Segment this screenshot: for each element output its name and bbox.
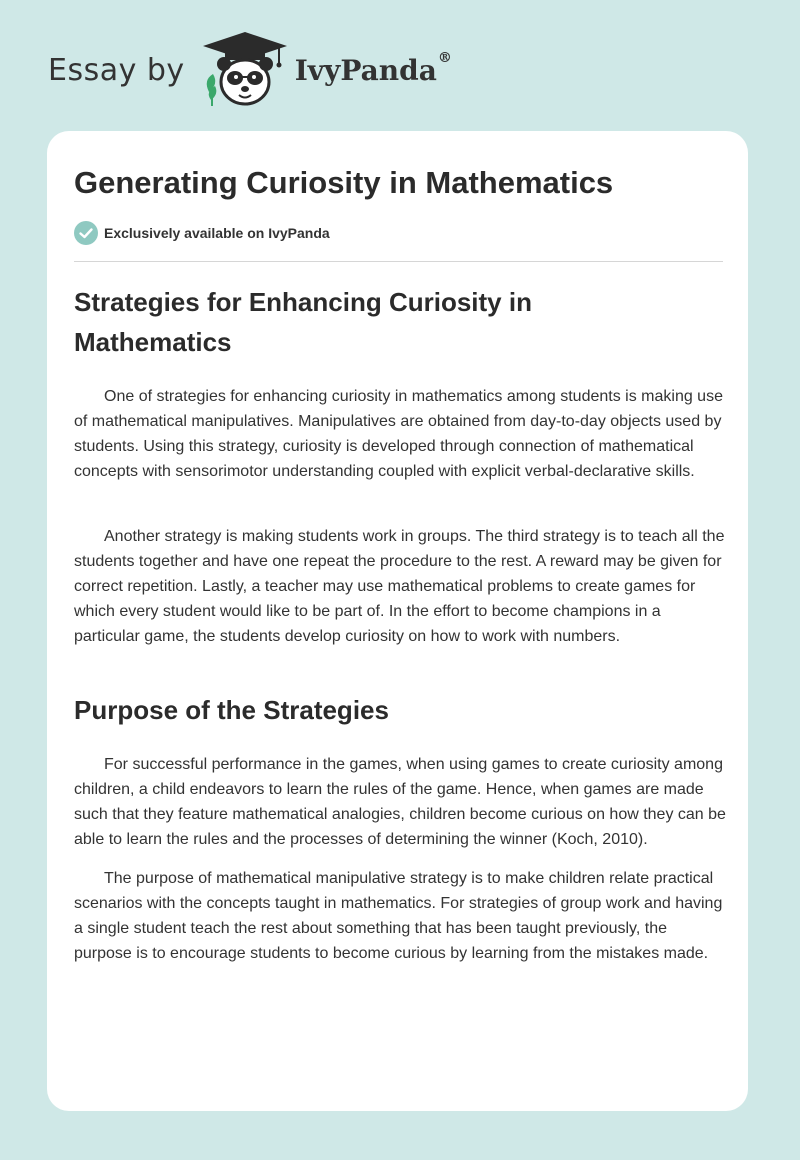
exclusive-badge bbox=[74, 221, 330, 245]
exclusive-label: Exclusively available on IvyPanda bbox=[104, 225, 330, 241]
divider bbox=[74, 261, 723, 262]
paragraph: The purpose of mathematical manipulative strategy is to make children relate practical scenarios with the concepts taught in mathematics. For strategies of group work and having a single student teach the rest about something that has been taught previously, the purpose is to encourage students to become curious by learning from the mistakes made. bbox=[74, 870, 723, 962]
page-title: Generating Curiosity in Mathematics bbox=[74, 165, 614, 200]
check-icon bbox=[74, 221, 98, 245]
paragraph: Another strategy is making students work in groups. The third strategy is to teach all the students together and have one repeat the procedure to the rest. A reward may be given for correct repetition. Lastly, a teacher may use mathematical problems to create games for which every student would like to be part of. In the effort to become champions in a particular game, the students develop curiosity on how to work with numbers. bbox=[74, 528, 725, 645]
section-heading-strategies: Strategies for Enhancing Curiosity in Mathematics bbox=[74, 287, 532, 357]
panda-graduate-icon bbox=[199, 30, 291, 110]
essay-card bbox=[47, 131, 748, 1111]
section-heading-purpose: Purpose of the Strategies bbox=[74, 695, 389, 725]
paragraph: For successful performance in the games, when using games to create curiosity among children, a child endeavors to learn the rules of the game. Hence, when games are made such that they feature mathematical analogies, children become curious on how they can be able to learn the rules and the processes of determining the winner (Koch, 2010). bbox=[74, 756, 726, 848]
paragraph: One of strategies for enhancing curiosity in mathematics among students is making use of mathematical manipulatives. Manipulatives are obtained from day-to-day objects used by students. Using this strategy, curiosity is developed through connection of mathematical concepts with sensorimotor understanding coupled with explicit verbal-declarative skills. bbox=[74, 388, 723, 480]
brand-name: IvyPanda® bbox=[294, 49, 452, 87]
essay-by-label: Essay by bbox=[48, 52, 185, 88]
site-header bbox=[48, 30, 452, 110]
